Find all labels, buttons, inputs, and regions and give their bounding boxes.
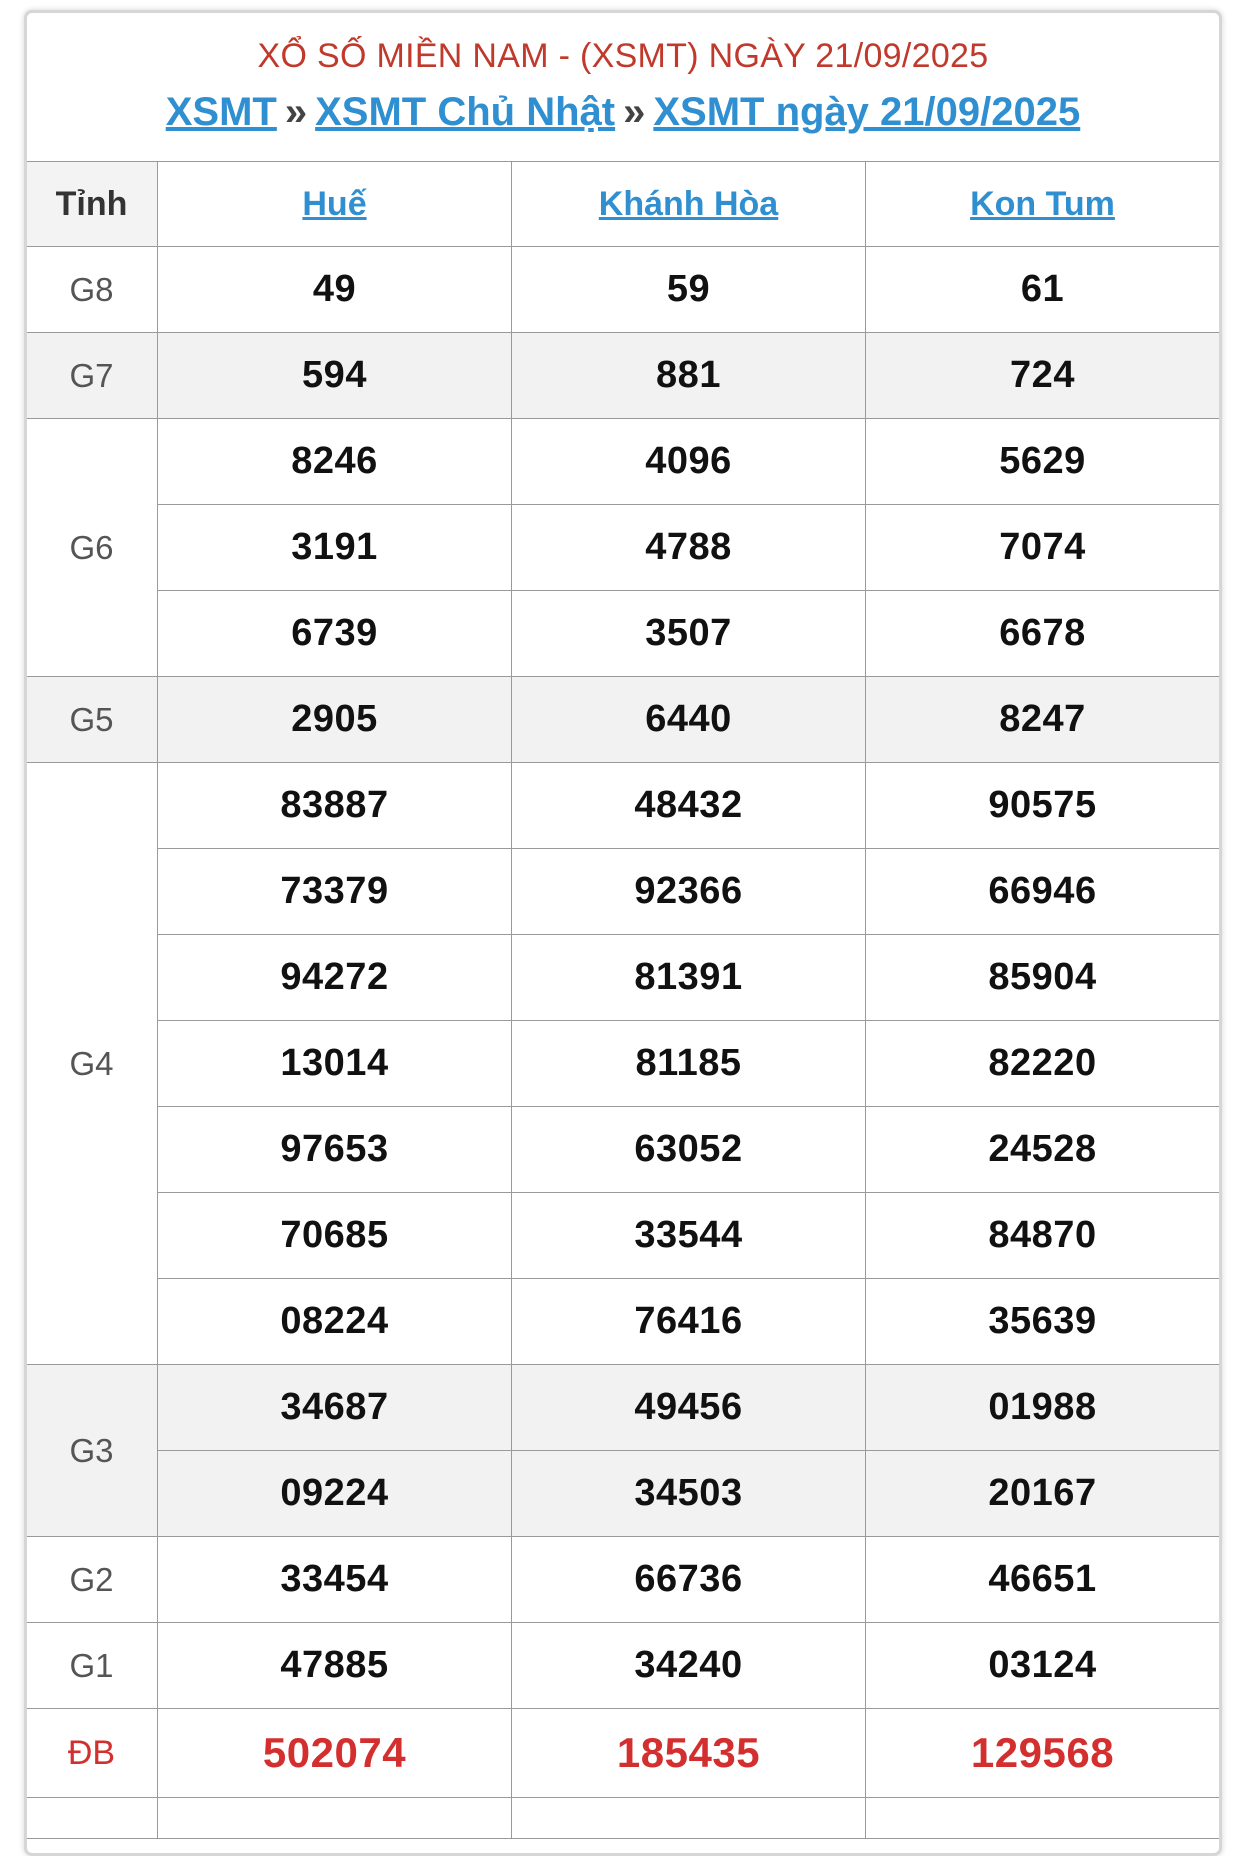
- prize-number: 61: [866, 247, 1220, 333]
- prize-number: 724: [866, 333, 1220, 419]
- prize-label: G2: [26, 1537, 158, 1623]
- prize-label: G4: [26, 763, 158, 1365]
- prize-label: G1: [26, 1623, 158, 1709]
- table-row: [26, 1021, 1220, 1107]
- prize-number: 3507: [512, 591, 866, 677]
- prize-number: 49: [158, 247, 512, 333]
- prize-number: 84870: [866, 1193, 1220, 1279]
- prize-number: 35639: [866, 1279, 1220, 1365]
- prize-number: 8246: [158, 419, 512, 505]
- breadcrumb: [27, 90, 1219, 135]
- table-row: [26, 1107, 1220, 1193]
- prize-number: 83887: [158, 763, 512, 849]
- prize-number: 6678: [866, 591, 1220, 677]
- table-row: [26, 1798, 1220, 1839]
- prize-number: 92366: [512, 849, 866, 935]
- prize-number: 7074: [866, 505, 1220, 591]
- prize-label: G6: [26, 419, 158, 677]
- table-cell: [158, 1798, 512, 1839]
- province-header: [866, 162, 1220, 247]
- prize-number: 46651: [866, 1537, 1220, 1623]
- table-row: [26, 1279, 1220, 1365]
- prize-number: 47885: [158, 1623, 512, 1709]
- prize-number: 03124: [866, 1623, 1220, 1709]
- prize-number: 09224: [158, 1451, 512, 1537]
- prize-number: 85904: [866, 935, 1220, 1021]
- table-cell: [26, 1798, 158, 1839]
- prize-number: 3191: [158, 505, 512, 591]
- breadcrumb-link-sunday[interactable]: XSMT Chủ Nhật: [315, 90, 616, 134]
- prize-number: 49456: [512, 1365, 866, 1451]
- prize-number: 33454: [158, 1537, 512, 1623]
- special-prize-number: 502074: [158, 1709, 512, 1798]
- table-cell: [512, 1798, 866, 1839]
- table-cell: [866, 1798, 1220, 1839]
- province-link-kon-tum[interactable]: Kon Tum: [970, 184, 1115, 223]
- province-link-khanh-hoa[interactable]: Khánh Hòa: [598, 184, 779, 223]
- prize-number: 2905: [158, 677, 512, 763]
- prize-number: 66946: [866, 849, 1220, 935]
- prize-number: 13014: [158, 1021, 512, 1107]
- table-row: [26, 1623, 1220, 1709]
- prize-number: 59: [512, 247, 866, 333]
- table-row: [26, 505, 1220, 591]
- breadcrumb-link-xsmt[interactable]: XSMT: [165, 90, 277, 134]
- table-row: [26, 677, 1220, 763]
- special-prize-number: 185435: [512, 1709, 866, 1798]
- prize-number: 4096: [512, 419, 866, 505]
- prize-label: ĐB: [26, 1709, 158, 1798]
- prize-number: 34240: [512, 1623, 866, 1709]
- results-table: [25, 161, 1220, 1839]
- prize-number: 6440: [512, 677, 866, 763]
- prize-number: 73379: [158, 849, 512, 935]
- prize-number: 63052: [512, 1107, 866, 1193]
- prize-number: 08224: [158, 1279, 512, 1365]
- table-row: [26, 1537, 1220, 1623]
- prize-number: 70685: [158, 1193, 512, 1279]
- prize-number: 97653: [158, 1107, 512, 1193]
- prize-number: 594: [158, 333, 512, 419]
- prize-number: 34503: [512, 1451, 866, 1537]
- prize-number: 8247: [866, 677, 1220, 763]
- prize-number: 34687: [158, 1365, 512, 1451]
- table-row: [26, 935, 1220, 1021]
- breadcrumb-separator: »: [623, 90, 646, 134]
- table-row: [26, 247, 1220, 333]
- prize-number: 881: [512, 333, 866, 419]
- prize-number: 48432: [512, 763, 866, 849]
- table-row: [26, 849, 1220, 935]
- prize-number: 90575: [866, 763, 1220, 849]
- prize-number: 94272: [158, 935, 512, 1021]
- prize-number: 24528: [866, 1107, 1220, 1193]
- table-row: [26, 1709, 1220, 1798]
- province-link-hue[interactable]: Huế: [302, 184, 367, 223]
- special-prize-number: 129568: [866, 1709, 1220, 1798]
- breadcrumb-link-date[interactable]: XSMT ngày 21/09/2025: [653, 90, 1081, 134]
- prize-label: G5: [26, 677, 158, 763]
- table-row: [26, 763, 1220, 849]
- prize-label: G3: [26, 1365, 158, 1537]
- prize-number: 81391: [512, 935, 866, 1021]
- province-header: [512, 162, 866, 247]
- table-row: [26, 419, 1220, 505]
- results-header: [27, 13, 1219, 161]
- province-header: [158, 162, 512, 247]
- prize-number: 81185: [512, 1021, 866, 1107]
- prize-number: 01988: [866, 1365, 1220, 1451]
- results-card: [24, 10, 1222, 1856]
- table-row: [26, 1193, 1220, 1279]
- table-row: [26, 591, 1220, 677]
- prize-number: 33544: [512, 1193, 866, 1279]
- prize-number: 5629: [866, 419, 1220, 505]
- table-row: [26, 1365, 1220, 1451]
- prize-number: 20167: [866, 1451, 1220, 1537]
- prize-number: 66736: [512, 1537, 866, 1623]
- prize-number: 6739: [158, 591, 512, 677]
- province-column-label: Tỉnh: [26, 162, 158, 247]
- table-row: [26, 1451, 1220, 1537]
- prize-label: G7: [26, 333, 158, 419]
- table-header-row: [26, 162, 1220, 247]
- prize-label: G8: [26, 247, 158, 333]
- results-body: [26, 247, 1220, 1839]
- table-row: [26, 333, 1220, 419]
- prize-number: 76416: [512, 1279, 866, 1365]
- prize-number: 82220: [866, 1021, 1220, 1107]
- page-subtitle: XỔ SỐ MIỀN NAM - (XSMT) NGÀY 21/09/2025: [257, 37, 989, 75]
- breadcrumb-separator: »: [284, 90, 308, 134]
- prize-number: 4788: [512, 505, 866, 591]
